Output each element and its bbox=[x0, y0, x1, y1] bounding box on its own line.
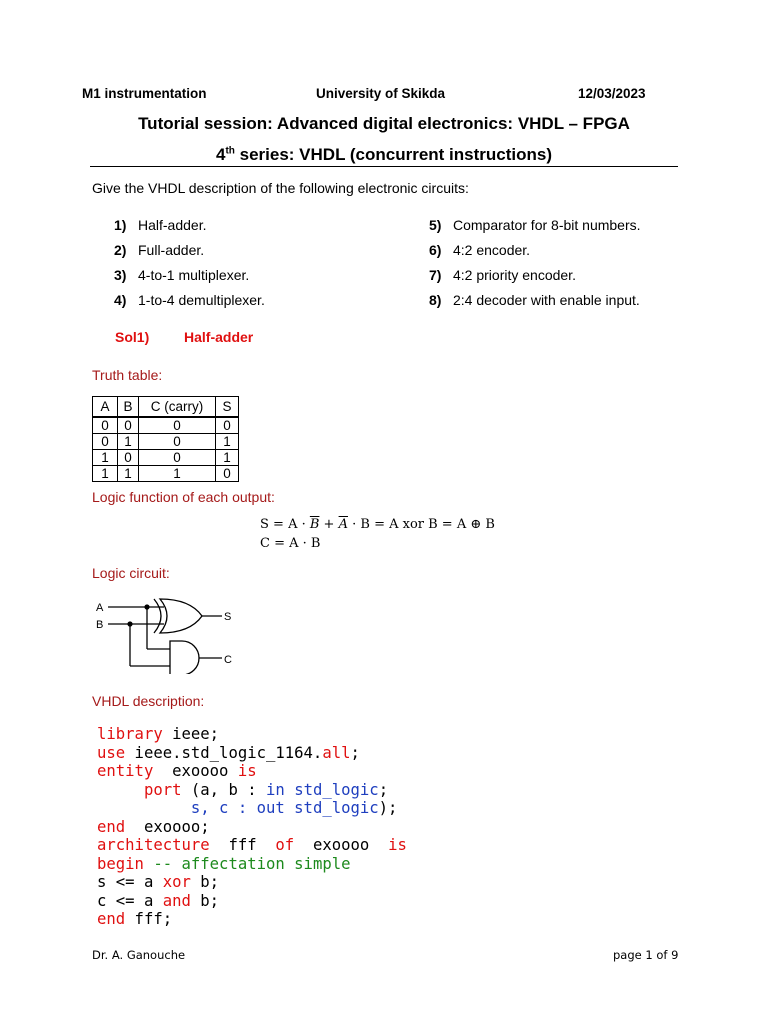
solution-label: Sol1) bbox=[115, 329, 150, 345]
code-type: std_logic bbox=[294, 780, 379, 799]
header-university: University of Skikda bbox=[316, 86, 446, 101]
column-header-a: A bbox=[93, 397, 118, 418]
code-line-10 bbox=[97, 892, 407, 911]
column-header-carry: C (carry) bbox=[139, 397, 216, 418]
table-row bbox=[93, 417, 239, 434]
a-complement: $\overline{A}$ bbox=[338, 517, 348, 532]
vhdl-heading: VHDL description: bbox=[92, 693, 205, 709]
code-text: s <= a bbox=[97, 873, 163, 891]
code-operator: xor bbox=[162, 873, 191, 891]
code-text: c <= a bbox=[97, 891, 163, 910]
code-text: exoooo; bbox=[125, 817, 210, 836]
table-cell: 1 bbox=[118, 434, 139, 450]
code-keyword: end bbox=[97, 910, 126, 928]
equation-part: · B = A xor B = A ⊕ B bbox=[347, 517, 495, 532]
exercise-text: 4:2 encoder. bbox=[453, 242, 531, 258]
code-line-5 bbox=[97, 799, 407, 818]
exercise-item-5 bbox=[429, 217, 641, 233]
b-complement: $\overline{B}$ bbox=[309, 517, 320, 532]
series-subtitle bbox=[0, 145, 768, 165]
series-number: 4 bbox=[215, 145, 226, 164]
table-cell: 0 bbox=[139, 450, 216, 466]
exercise-text: Full-adder. bbox=[138, 242, 205, 258]
code-comment: -- affectation simple bbox=[143, 854, 351, 873]
code-text: ; bbox=[350, 743, 360, 762]
table-cell: 1 bbox=[93, 450, 118, 466]
code-keyword: entity bbox=[97, 762, 154, 780]
exercise-number: 7) bbox=[429, 267, 442, 283]
equation-sum bbox=[260, 517, 495, 532]
code-indent bbox=[97, 799, 191, 817]
table-cell: 0 bbox=[118, 417, 139, 434]
table-row bbox=[93, 434, 239, 450]
table-cell: 0 bbox=[118, 450, 139, 466]
footer-page-number: page 1 of 9 bbox=[613, 948, 679, 962]
logic-circuit-heading: Logic circuit: bbox=[92, 565, 170, 581]
table-header-row bbox=[93, 397, 239, 418]
exercise-item-3 bbox=[114, 267, 249, 283]
code-text: ; bbox=[378, 780, 389, 799]
logic-function-heading: Logic function of each output: bbox=[92, 489, 275, 505]
exercise-text: 2:4 decoder with enable input. bbox=[453, 292, 640, 308]
code-line-11 bbox=[97, 910, 407, 929]
junction-b-dot bbox=[127, 621, 132, 626]
title-divider bbox=[90, 166, 678, 167]
code-keyword: is bbox=[388, 836, 407, 854]
code-keyword: port bbox=[143, 780, 182, 799]
code-text: (a, b : bbox=[181, 780, 267, 799]
exercise-number: 1) bbox=[114, 217, 127, 233]
table-cell: 1 bbox=[93, 466, 118, 482]
equation-part: + bbox=[319, 517, 339, 532]
exercise-number: 4) bbox=[114, 292, 127, 308]
code-line-6 bbox=[97, 818, 407, 837]
code-type: std_logic bbox=[294, 799, 379, 817]
code-keyword: begin bbox=[97, 854, 144, 873]
code-text: b; bbox=[190, 873, 220, 891]
table-cell: 1 bbox=[139, 466, 216, 482]
xor-gate bbox=[160, 599, 202, 633]
code-text: fff; bbox=[125, 910, 173, 928]
exercise-item-1 bbox=[114, 217, 206, 233]
code-line-9 bbox=[97, 873, 407, 892]
code-indent bbox=[97, 781, 144, 799]
code-text: b; bbox=[190, 891, 220, 910]
code-text: exoooo bbox=[153, 762, 238, 780]
solution-name: Half-adder bbox=[184, 329, 254, 345]
output-c-label: C bbox=[224, 654, 232, 666]
vhdl-code-block bbox=[97, 725, 407, 929]
code-text: ); bbox=[378, 799, 398, 817]
half-adder-circuit bbox=[90, 594, 250, 674]
table-cell: 1 bbox=[118, 466, 139, 482]
code-text: ieee; bbox=[162, 725, 220, 743]
table-cell: 0 bbox=[139, 434, 216, 450]
table-cell: 0 bbox=[93, 417, 118, 434]
exercise-item-6 bbox=[429, 242, 530, 258]
code-keyword: in bbox=[266, 780, 285, 799]
column-header-s: S bbox=[216, 397, 239, 418]
input-a-label: A bbox=[96, 602, 104, 614]
code-keyword: end bbox=[97, 817, 126, 836]
exercise-number: 8) bbox=[429, 292, 442, 308]
equation-part: S = A · bbox=[260, 517, 310, 532]
exercise-number: 3) bbox=[114, 267, 127, 283]
document-title: Tutorial session: Advanced digital electronics: VHDL – FPGA bbox=[138, 114, 630, 133]
header-date: 12/03/2023 bbox=[578, 86, 646, 101]
equation-carry: C = A · B bbox=[260, 536, 321, 551]
intro-text: Give the VHDL description of the following electronic circuits: bbox=[92, 180, 469, 196]
table-cell: 1 bbox=[216, 450, 239, 466]
code-keyword: library bbox=[97, 725, 163, 743]
input-b-label: B bbox=[96, 619, 104, 631]
table-cell: 1 bbox=[216, 434, 239, 450]
truth-table bbox=[92, 396, 239, 482]
code-text: exoooo bbox=[294, 836, 389, 854]
code-keyword: is bbox=[237, 762, 257, 780]
exercise-item-4 bbox=[114, 292, 265, 308]
code-line-7 bbox=[97, 836, 407, 855]
code-line-1 bbox=[97, 725, 407, 744]
exercise-number: 6) bbox=[429, 242, 442, 258]
exercise-item-2 bbox=[114, 242, 204, 258]
code-text bbox=[285, 781, 294, 799]
code-text bbox=[285, 799, 294, 817]
series-ordinal: th bbox=[225, 145, 235, 157]
code-line-8 bbox=[97, 855, 407, 874]
code-line-2 bbox=[97, 744, 407, 763]
code-text: s, c : bbox=[190, 799, 257, 817]
exercise-text: Half-adder. bbox=[138, 217, 207, 233]
table-row bbox=[93, 450, 239, 466]
series-title: series: VHDL (concurrent instructions) bbox=[234, 145, 552, 164]
table-cell: 0 bbox=[139, 417, 216, 434]
table-cell: 0 bbox=[93, 434, 118, 450]
code-keyword: of bbox=[275, 836, 295, 854]
table-cell: 0 bbox=[216, 417, 239, 434]
code-line-3 bbox=[97, 762, 407, 781]
code-keyword: use bbox=[97, 743, 126, 762]
code-line-4 bbox=[97, 781, 407, 800]
code-text: fff bbox=[209, 836, 276, 854]
exercise-text: Comparator for 8-bit numbers. bbox=[453, 217, 641, 233]
code-keyword: out bbox=[256, 799, 285, 817]
column-header-b: B bbox=[118, 397, 139, 418]
code-keyword: all bbox=[322, 743, 351, 762]
and-gate bbox=[170, 641, 199, 674]
truth-table-heading: Truth table: bbox=[92, 367, 163, 383]
exercise-item-8 bbox=[429, 292, 640, 308]
output-s-label: S bbox=[224, 611, 232, 623]
exercise-text: 1-to-4 demultiplexer. bbox=[138, 292, 265, 308]
footer-author: Dr. A. Ganouche bbox=[92, 948, 186, 962]
code-operator: and bbox=[162, 891, 191, 910]
exercise-number: 5) bbox=[429, 217, 442, 233]
code-text: ieee.std_logic_1164. bbox=[125, 743, 323, 762]
xor-extra-arc bbox=[154, 599, 161, 633]
header-course: M1 instrumentation bbox=[82, 86, 207, 101]
exercise-text: 4:2 priority encoder. bbox=[453, 267, 576, 283]
exercise-text: 4-to-1 multiplexer. bbox=[138, 267, 250, 283]
table-cell: 0 bbox=[216, 466, 239, 482]
exercise-item-7 bbox=[429, 267, 576, 283]
table-row bbox=[93, 466, 239, 482]
exercise-number: 2) bbox=[114, 242, 127, 258]
code-keyword: architecture bbox=[97, 836, 210, 854]
junction-a-dot bbox=[144, 604, 149, 609]
